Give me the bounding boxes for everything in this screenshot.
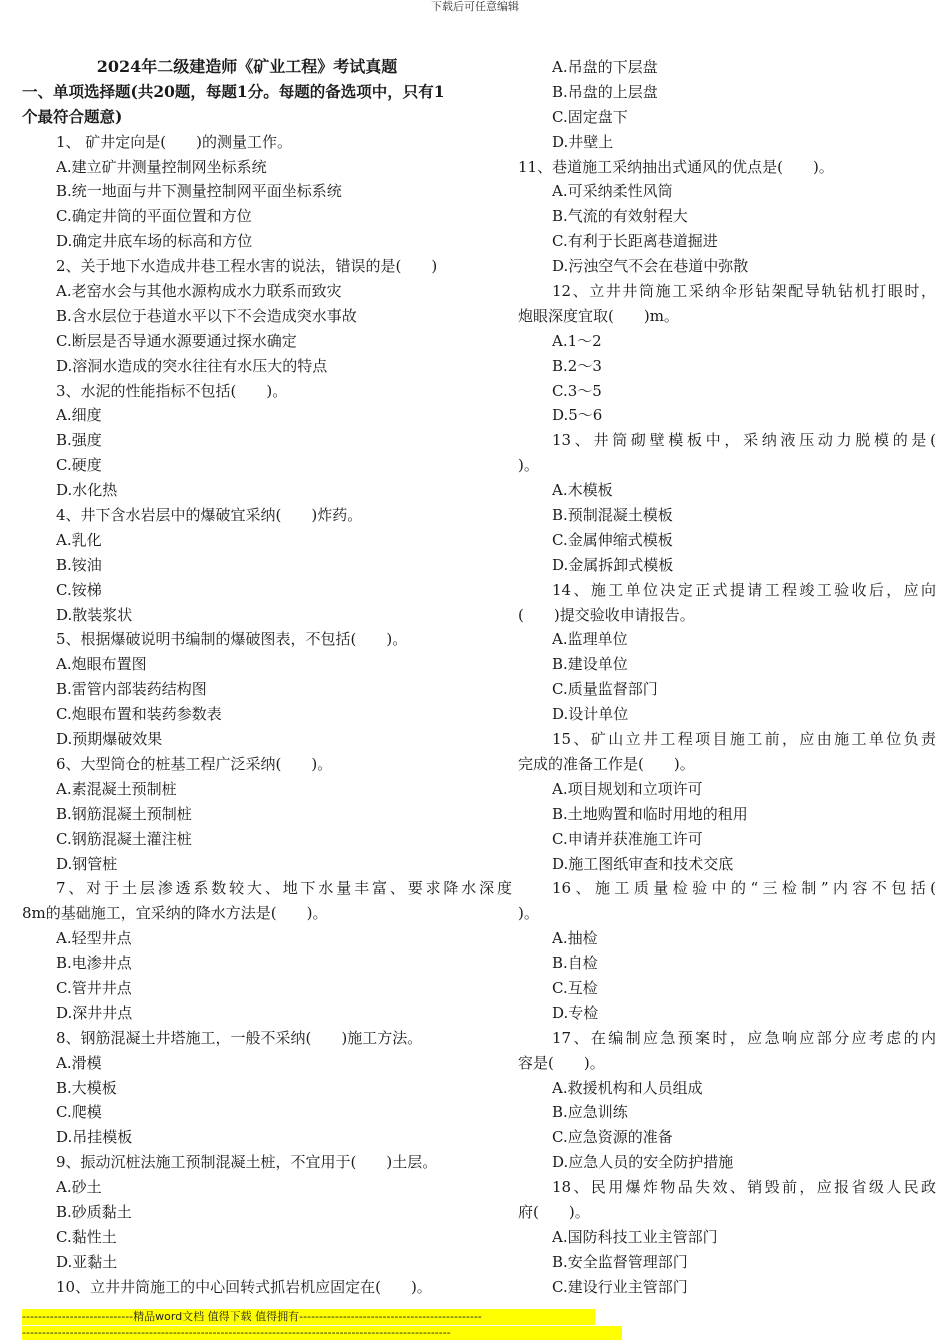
question-text: 8m的基础施工，宜采纳的降水方法是( )。	[22, 904, 328, 923]
question-text: )。	[518, 904, 539, 923]
question-text: 6、大型筒仓的桩基工程广泛采纳( )。	[56, 754, 333, 773]
answer-option: D.溶洞水造成的突水往往有水压大的特点	[56, 356, 328, 375]
answer-option: B.建设单位	[552, 655, 628, 674]
answer-option: C.建设行业主管部门	[552, 1277, 688, 1296]
answer-option: C.管井井点	[56, 978, 132, 997]
answer-option: D.污浊空气不会在巷道中弥散	[552, 257, 749, 276]
answer-option: D.水化热	[56, 481, 118, 500]
answer-option: C.申请并获准施工许可	[552, 829, 703, 848]
answer-option: D.应急人员的安全防护措施	[552, 1153, 734, 1172]
answer-option: C.互检	[552, 978, 598, 997]
answer-option: A.可采纳柔性风筒	[552, 182, 673, 201]
answer-option: A.素混凝土预制桩	[56, 779, 177, 798]
right-column	[518, 55, 936, 1300]
answer-option: A.乳化	[56, 530, 102, 549]
question-text: 10、立井井筒施工的中心回转式抓岩机应固定在( )。	[56, 1277, 432, 1296]
answer-option: A.抽检	[552, 929, 598, 948]
answer-option: A.炮眼布置图	[56, 655, 147, 674]
answer-option: C.金属伸缩式模板	[552, 530, 673, 549]
answer-option: B.钢筋混凝土预制桩	[56, 804, 192, 823]
answer-option: B.含水层位于巷道水平以下不会造成突水事故	[56, 306, 357, 325]
answer-option: A.1～2	[552, 331, 602, 350]
answer-option: D.亚黏土	[56, 1252, 118, 1271]
answer-option: B.2～3	[552, 356, 602, 375]
answer-option: A.监理单位	[552, 630, 628, 649]
answer-option: C.确定井筒的平面位置和方位	[56, 207, 252, 226]
answer-option: B.统一地面与井下测量控制网平面坐标系统	[56, 182, 342, 201]
answer-option: C.质量监督部门	[552, 680, 658, 699]
question-text: 1、 矿井定向是( )的测量工作。	[56, 132, 293, 151]
answer-option: B.电渗井点	[56, 954, 132, 973]
section-heading-continued: 个最符合题意)	[22, 106, 123, 126]
answer-option: A.吊盘的下层盘	[552, 58, 658, 76]
answer-option: C.硬度	[56, 456, 102, 475]
question-text: 3、水泥的性能指标不包括( )。	[56, 381, 288, 400]
answer-option: D.5～6	[552, 406, 603, 425]
question-text: 容是( )。	[518, 1053, 605, 1072]
answer-option: A.砂土	[56, 1178, 102, 1197]
answer-option: A.建立矿井测量控制网坐标系统	[56, 157, 267, 176]
answer-option: B.雷管内部装药结构图	[56, 680, 207, 699]
answer-option: B.强度	[56, 431, 102, 450]
answer-option: C.有利于长距离巷道掘进	[552, 232, 718, 251]
question-text: ( )提交验收申请报告。	[518, 605, 695, 624]
question-text: 4、井下含水岩层中的爆破宜采纳( )炸药。	[56, 506, 363, 525]
answer-option: D.确定井底车场的标高和方位	[56, 232, 253, 251]
answer-option: D.预期爆破效果	[56, 730, 163, 749]
answer-option: A.老窑水会与其他水源构成水力联系而致灾	[56, 282, 342, 301]
answer-option: D.金属拆卸式模板	[552, 555, 674, 574]
question-text: 府( )。	[518, 1202, 590, 1221]
answer-option: B.铵油	[56, 555, 102, 574]
answer-option: B.大模板	[56, 1078, 117, 1097]
question-text: 15、矿山立井工程项目施工前，应由施工单位负责	[552, 730, 936, 749]
answer-option: D.设计单位	[552, 705, 629, 724]
answer-option: C.3～5	[552, 381, 602, 400]
answer-option: D.吊挂模板	[56, 1128, 133, 1147]
answer-option: A.木模板	[552, 481, 613, 500]
footer-banner: ----------------------------精品word文档 值得下载 值得拥有----------------------------------------------	[22, 1309, 595, 1325]
answer-option: D.专检	[552, 1003, 599, 1022]
answer-option: D.深井井点	[56, 1003, 133, 1022]
answer-option: B.土地购置和临时用地的租用	[552, 804, 748, 823]
answer-option: D.井壁上	[552, 132, 614, 151]
answer-option: A.救援机构和人员组成	[552, 1078, 703, 1097]
answer-option: A.细度	[56, 406, 102, 425]
answer-option: C.黏性土	[56, 1227, 117, 1246]
left-column	[22, 55, 512, 1300]
question-text: 8、钢筋混凝土井塔施工，一般不采纳( )施工方法。	[56, 1028, 423, 1047]
question-text: 7、对于土层渗透系数较大、地下水量丰富、要求降水深度	[56, 879, 512, 898]
question-text: 18、民用爆炸物品失效、销毁前，应报省级人民政	[552, 1178, 936, 1197]
question-text: 16、施工质量检验中的“三检制”内容不包括(	[552, 879, 936, 898]
question-text: 11、巷道施工采纳抽出式通风的优点是( )。	[518, 157, 834, 176]
answer-option: C.铵梯	[56, 580, 102, 599]
answer-option: B.气流的有效射程大	[552, 207, 688, 226]
question-text: 9、振动沉桩法施工预制混凝土桩，不宜用于( )土层。	[56, 1153, 438, 1172]
question-text: 2、关于地下水造成井巷工程水害的说法，错误的是( )	[56, 257, 438, 276]
document-title: 2024年二级建造师《矿业工程》考试真题	[96, 57, 398, 76]
question-text: 炮眼深度宜取( )m。	[518, 306, 679, 325]
answer-option: A.滑模	[56, 1053, 102, 1072]
answer-option: C.应急资源的准备	[552, 1128, 673, 1147]
footer-divider: ------------------------------------------------------------------------------------------------------------	[22, 1326, 622, 1340]
answer-option: B.吊盘的上层盘	[552, 82, 658, 101]
header-note: 下载后可任意编辑	[431, 0, 519, 13]
answer-option: C.爬模	[56, 1103, 102, 1122]
question-text: 17、在编制应急预案时，应急响应部分应考虑的内	[552, 1028, 936, 1047]
answer-option: B.砂质黏土	[56, 1202, 132, 1221]
answer-option: B.预制混凝土模板	[552, 506, 673, 525]
answer-option: C.钢筋混凝土灌注桩	[56, 829, 192, 848]
section-heading: 一、单项选择题(共20题，每题1分。每题的备选项中，只有1	[22, 81, 445, 101]
answer-option: D.散装浆状	[56, 605, 133, 624]
answer-option: D.施工图纸审查和技术交底	[552, 854, 734, 873]
answer-option: C.炮眼布置和装药参数表	[56, 705, 222, 724]
answer-option: C.断层是否导通水源要通过探水确定	[56, 331, 297, 350]
question-text: 12、立井井筒施工采纳伞形钻架配导轨钻机打眼时，	[552, 282, 936, 301]
question-text: 完成的准备工作是( )。	[518, 754, 695, 773]
answer-option: C.固定盘下	[552, 107, 628, 126]
answer-option: B.安全监督管理部门	[552, 1252, 688, 1271]
question-text: 5、根据爆破说明书编制的爆破图表，不包括( )。	[56, 630, 408, 649]
answer-option: B.自检	[552, 954, 598, 973]
answer-option: B.应急训练	[552, 1103, 628, 1122]
answer-option: A.轻型井点	[56, 929, 132, 948]
question-text: 13、井筒砌壁模板中，采纳液压动力脱模的是(	[552, 431, 936, 450]
answer-option: D.钢管桩	[56, 854, 118, 873]
question-text: 14、施工单位决定正式提请工程竣工验收后，应向	[552, 580, 936, 599]
right-question-list	[518, 55, 936, 1300]
answer-option: A.国防科技工业主管部门	[552, 1227, 718, 1246]
question-text: )。	[518, 456, 539, 475]
answer-option: A.项目规划和立项许可	[552, 779, 703, 798]
left-question-list	[22, 130, 512, 1300]
